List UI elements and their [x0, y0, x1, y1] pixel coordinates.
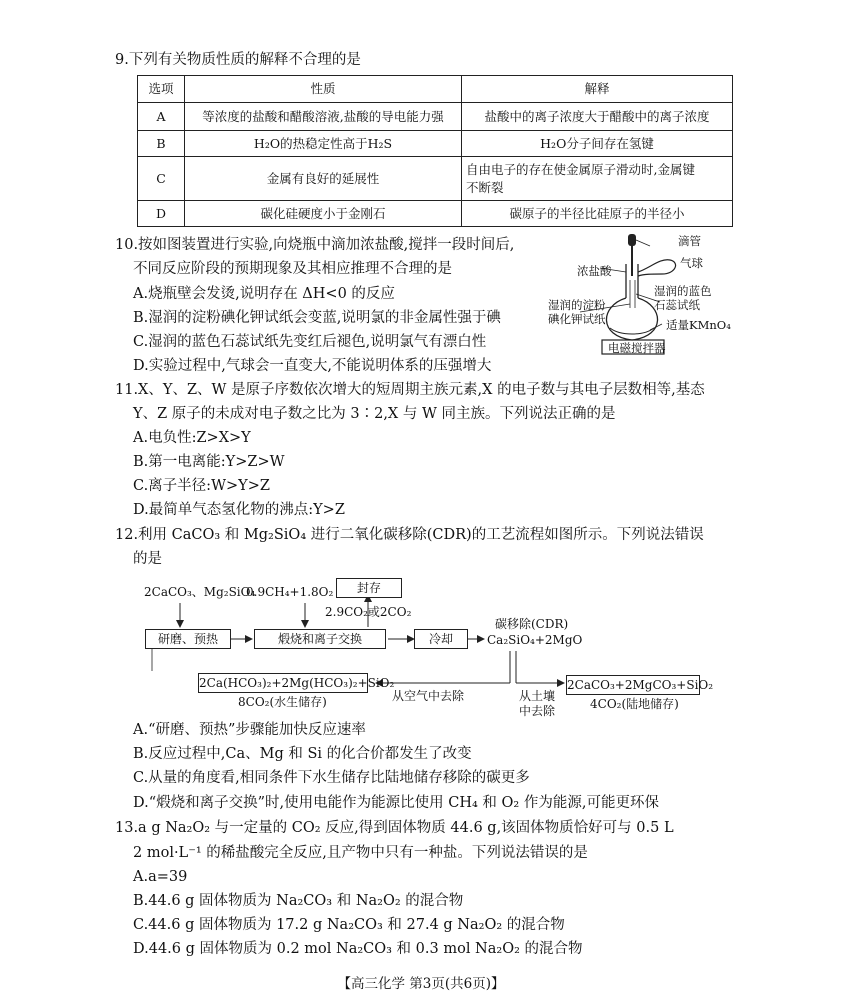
header-explanation: 解释 — [462, 76, 733, 103]
q10-option-d: D.实验过程中,气球会一直变大,不能说明体系的压强增大 — [133, 358, 492, 374]
table-header-row — [138, 76, 733, 103]
label-balloon: 气球 — [680, 256, 703, 270]
flow-product-text: Ca₂SiO₄+2MgO — [487, 633, 583, 647]
q12-option-a: A.“研磨、预热”步骤能加快反应速率 — [133, 722, 366, 738]
q13-option-d: D.44.6 g 固体物质为 0.2 mol Na₂CO₃ 和 0.3 mol Na₂O₂ 的混合物 — [133, 941, 583, 957]
flow-gas-text: 2.9CO₂或2CO₂ — [325, 605, 412, 619]
flow-water-storage-box: 2Ca(HCO₃)₂+2Mg(HCO₃)₂+SiO₂ — [198, 673, 368, 693]
q11-option-c: C.离子半径:W>Y>Z — [133, 478, 270, 494]
header-option: 选项 — [138, 76, 185, 103]
q10-stem-line1: 10.按如图装置进行实验,向烧瓶中滴加浓盐酸,搅拌一段时间后, — [115, 237, 515, 253]
label-starch-paper-line2: 碘化钾试纸 — [548, 312, 606, 326]
q11-option-a: A.电负性:Z>X>Y — [133, 430, 251, 446]
cell-explanation: 碳原子的半径比硅原子的半径小 — [462, 201, 733, 227]
table-row — [138, 157, 733, 201]
q11-option-b: B.第一电离能:Y>Z>W — [133, 454, 285, 470]
cell-explanation: 盐酸中的离子浓度大于醋酸中的离子浓度 — [462, 103, 733, 131]
q13-option-b: B.44.6 g 固体物质为 Na₂CO₃ 和 Na₂O₂ 的混合物 — [133, 893, 464, 909]
q9-stem: 9.下列有关物质性质的解释不合理的是 — [115, 52, 361, 68]
q12-option-b: B.反应过程中,Ca、Mg 和 Si 的化合价都发生了改变 — [133, 746, 472, 762]
cell-option: A — [138, 103, 185, 131]
flow-water-storage-text: 8CO₂(水生储存) — [238, 695, 327, 709]
flow-cdr-label: 碳移除(CDR) — [495, 617, 569, 631]
cell-option: B — [138, 131, 185, 157]
cell-explanation — [462, 157, 733, 201]
q13-stem-line1: 13.a g Na₂O₂ 与一定量的 CO₂ 反应,得到固体物质 44.6 g,该固体物质恰好可与 0.5 L — [115, 820, 674, 836]
q10-stem-line2: 不同反应阶段的预期现象及其相应推理不合理的是 — [133, 261, 452, 277]
q11-stem-line2: Y、Z 原子的未成对电子数之比为 3∶2,X 与 W 同主族。下列说法正确的是 — [133, 406, 616, 422]
table-row — [138, 103, 733, 131]
cell-explanation: H₂O分子间存在氢键 — [462, 131, 733, 157]
q11-stem-line1: 11.X、Y、Z、W 是原子序数依次增大的短周期主族元素,X 的电子数与其电子层数相等,基态 — [115, 382, 705, 398]
q12-option-c: C.从量的角度看,相同条件下水生储存比陆地储存移除的碳更多 — [133, 770, 530, 786]
q10-option-b: B.湿润的淀粉碘化钾试纸会变蓝,说明氯的非金属性强于碘 — [133, 310, 501, 326]
balloon-shape — [638, 260, 676, 276]
label-dropper: 滴管 — [678, 234, 701, 248]
q13-option-a: A.a=39 — [133, 869, 188, 885]
flow-cool-box: 冷却 — [414, 629, 468, 649]
page-footer: 【高三化学 第3页(共6页)】 — [337, 976, 505, 992]
q12-stem-line2: 的是 — [133, 551, 162, 567]
label-starch-paper-line1: 湿润的淀粉 — [548, 298, 606, 312]
cell-property: 碳化硅硬度小于金刚石 — [185, 201, 462, 227]
q10-option-a: A.烧瓶壁会发烫,说明存在 ΔH<0 的反应 — [133, 286, 395, 302]
flow-grind-box: 研磨、预热 — [145, 629, 231, 649]
flow-soil-text-line2: 中去除 — [519, 704, 556, 718]
q10-option-c: C.湿润的蓝色石蕊试纸先变红后褪色,说明氯气有漂白性 — [133, 334, 487, 350]
table-row — [138, 131, 733, 157]
label-blue-paper-line2: 石蕊试纸 — [654, 298, 700, 312]
label-kmno4: 适量KMnO₄ — [666, 318, 731, 332]
label-hcl: 浓盐酸 — [577, 264, 612, 278]
cell-property: H₂O的热稳定性高于H₂S — [185, 131, 462, 157]
label-stirrer: 电磁搅拌器 — [608, 341, 666, 355]
cell-property: 金属有良好的延展性 — [185, 157, 462, 201]
flow-fuel-text: 0.9CH₄+1.8O₂ — [246, 585, 334, 599]
q12-stem-line1: 12.利用 CaCO₃ 和 Mg₂SiO₄ 进行二氧化碳移除(CDR)的工艺流程如图所示。下列说法错误 — [115, 527, 704, 543]
cell-explanation-line2: 不断裂 — [466, 179, 504, 195]
q9-table — [137, 75, 733, 227]
label-blue-paper-line1: 湿润的蓝色 — [654, 284, 712, 298]
cell-option: D — [138, 201, 185, 227]
table-row — [138, 201, 733, 227]
header-property: 性质 — [185, 76, 462, 103]
cell-option: C — [138, 157, 185, 201]
cell-explanation-line1: 自由电子的存在使金属原子滑动时,金属键 — [466, 161, 695, 177]
q13-stem-line2: 2 mol·L⁻¹ 的稀盐酸完全反应,且产物中只有一种盐。下列说法错误的是 — [133, 845, 588, 861]
flow-input-text: 2CaCO₃、Mg₂SiO₄ — [144, 585, 256, 599]
q13-option-c: C.44.6 g 固体物质为 17.2 g Na₂CO₃ 和 27.4 g Na₂O₂ 的混合物 — [133, 917, 565, 933]
q11-option-d: D.最简单气态氢化物的沸点:Y>Z — [133, 502, 345, 518]
q12-option-d: D.“煅烧和离子交换”时,使用电能作为能源比使用 CH₄ 和 O₂ 作为能源,可能更环保 — [133, 795, 659, 811]
flow-soil-text-line1: 从土壤 — [519, 689, 556, 703]
flow-calcine-box: 煅烧和离子交换 — [254, 629, 386, 649]
dropper-bulb — [628, 234, 636, 246]
cell-property: 等浓度的盐酸和醋酸溶液,盐酸的导电能力强 — [185, 103, 462, 131]
flow-air-text: 从空气中去除 — [392, 689, 465, 703]
flow-land-storage-text: 4CO₂(陆地储存) — [590, 697, 679, 711]
flow-store-box: 封存 — [336, 578, 402, 598]
flow-land-storage-box: 2CaCO₃+2MgCO₃+SiO₂ — [566, 675, 700, 695]
